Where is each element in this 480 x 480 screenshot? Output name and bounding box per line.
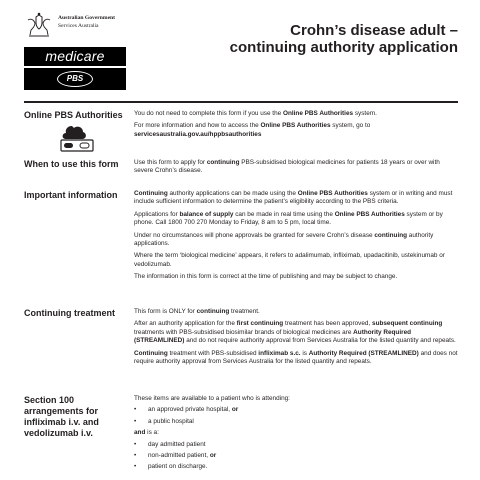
medicare-logo: medicare: [24, 47, 126, 66]
emphasis: or: [231, 406, 239, 414]
text: Under no circumstances will phone approvals be granted for severe Crohn’s disease: [134, 231, 375, 239]
title-line-2: continuing authority application: [229, 39, 458, 56]
emphasis: Online PBS Authorities: [297, 190, 368, 197]
pbs-logo: [24, 68, 126, 90]
online-authorities-icon: [60, 124, 94, 152]
paragraph: These items are available to a patient who is attending:: [134, 395, 290, 402]
list-item: • patient on discharge.: [134, 463, 458, 471]
list-item: • day admitted patient: [134, 441, 458, 449]
text: non-admitted patient,: [148, 452, 210, 460]
section-continuing-treatment: [24, 308, 458, 388]
section-important-information: [24, 190, 458, 300]
section-when-to-use: [24, 159, 458, 185]
section-body: [134, 308, 458, 370]
text: treatment.: [229, 308, 260, 315]
text: authority applications can be made using the: [167, 190, 298, 197]
emphasis: Online PBS Authorities: [282, 110, 354, 117]
patient-type-list: [134, 441, 458, 472]
header-divider: [24, 101, 458, 103]
text: Applications for: [134, 210, 180, 218]
paragraph: [134, 232, 458, 249]
text: an approved private hospital,: [148, 406, 232, 414]
page-title: [198, 22, 458, 56]
text: system or in writing and must include sufficient information to determine the patient’s eligibility according to the PBS criteria.: [134, 190, 453, 206]
paragraph: [134, 190, 458, 207]
emphasis: Authority Required (STREAMLINED): [134, 328, 412, 345]
text: system.: [353, 110, 377, 117]
paragraph: Where the term ‘biological medicine’ appears, it refers to adalimumab, infliximab, upadacitinib, ustekinumab or vedolizumab.: [134, 252, 445, 268]
section-heading: Section 100 arrangements for infliximab i.v. and vedolizumab i.v.: [24, 395, 99, 438]
title-line-1: Crohn’s disease adult –: [290, 22, 458, 39]
emphasis: first continuing: [236, 320, 284, 328]
text: For more information and how to access the: [134, 122, 261, 130]
section-100-arrangements: [24, 395, 458, 480]
text: is a:: [145, 429, 159, 437]
emphasis: Online PBS Authorities: [260, 122, 331, 130]
text: can be made in real time using the: [233, 210, 335, 218]
text: PBS-subsidised biological medicines for patients 18 years or over with severe Crohn’s disease.: [134, 159, 440, 175]
section-heading: Important information: [24, 190, 118, 200]
section-body: [134, 395, 458, 475]
government-name: Australian Government: [58, 15, 116, 21]
section-heading: Online PBS Authorities: [24, 110, 123, 120]
list-item: • a public hospital: [134, 418, 458, 426]
authorities-link[interactable]: servicesaustralia.gov.au/hppbsauthorities: [134, 130, 262, 138]
text: Use this form to apply for: [134, 159, 207, 166]
text: treatments with PBS-subsidised biosimilar brands of biological medicines are: [134, 328, 354, 336]
text: system, go to: [330, 122, 371, 130]
paragraph: [134, 350, 458, 367]
paragraph: [134, 308, 458, 316]
list-item: [134, 406, 458, 414]
section-heading: Continuing treatment: [24, 308, 115, 318]
text: treatment with PBS-subsidised: [167, 349, 259, 357]
list-item: [134, 452, 458, 460]
emphasis: balance of supply: [179, 210, 234, 218]
pbs-badge: PBS: [57, 71, 93, 87]
paragraph: [134, 110, 458, 118]
emphasis: or: [209, 452, 217, 460]
text: system or by phone. Call 1800 700 270 Monday to Friday, 8 am to 5 pm, local time.: [134, 210, 443, 227]
section-body: [134, 110, 458, 143]
section-heading: When to use this form: [24, 159, 119, 169]
paragraph: [134, 122, 458, 139]
text: authority applications.: [134, 231, 434, 248]
text: and does not require authority approval from Services Australia for the listed quantity and repeats.: [134, 349, 458, 366]
emphasis: continuing: [196, 308, 230, 315]
emphasis: subsequent continuing: [372, 320, 443, 328]
text: and do not require authority approval from Services Australia for the listed quantity and repeats.: [184, 337, 456, 345]
section-body: [134, 159, 458, 180]
paragraph: The information in this form is correct at the time of publishing and may be subject to change.: [134, 273, 398, 281]
emphasis: Continuing: [134, 349, 168, 357]
paragraph: [134, 159, 458, 176]
emphasis: continuing: [374, 231, 408, 239]
coat-of-arms-icon: [24, 12, 54, 40]
emphasis: infliximab s.c.: [258, 349, 301, 357]
text: is: [300, 349, 309, 357]
section-online-authorities: [24, 110, 458, 156]
paragraph: [134, 429, 458, 437]
emphasis: and: [134, 429, 146, 437]
section-body: [134, 190, 458, 286]
paragraph: [134, 211, 458, 228]
emphasis: Online PBS Authorities: [334, 210, 405, 218]
emphasis: Authority Required (STREAMLINED): [308, 349, 419, 357]
agency-name: Services Australia: [58, 23, 99, 29]
text: treatment has been approved,: [283, 320, 373, 328]
emphasis: continuing: [206, 159, 240, 166]
paragraph: [134, 320, 458, 345]
text: This form is ONLY for: [134, 308, 197, 315]
emphasis: Continuing: [134, 190, 168, 197]
hospital-list: [134, 406, 458, 426]
text: After an authority application for the: [134, 320, 237, 328]
text: You do not need to complete this form if you use the: [134, 110, 283, 117]
